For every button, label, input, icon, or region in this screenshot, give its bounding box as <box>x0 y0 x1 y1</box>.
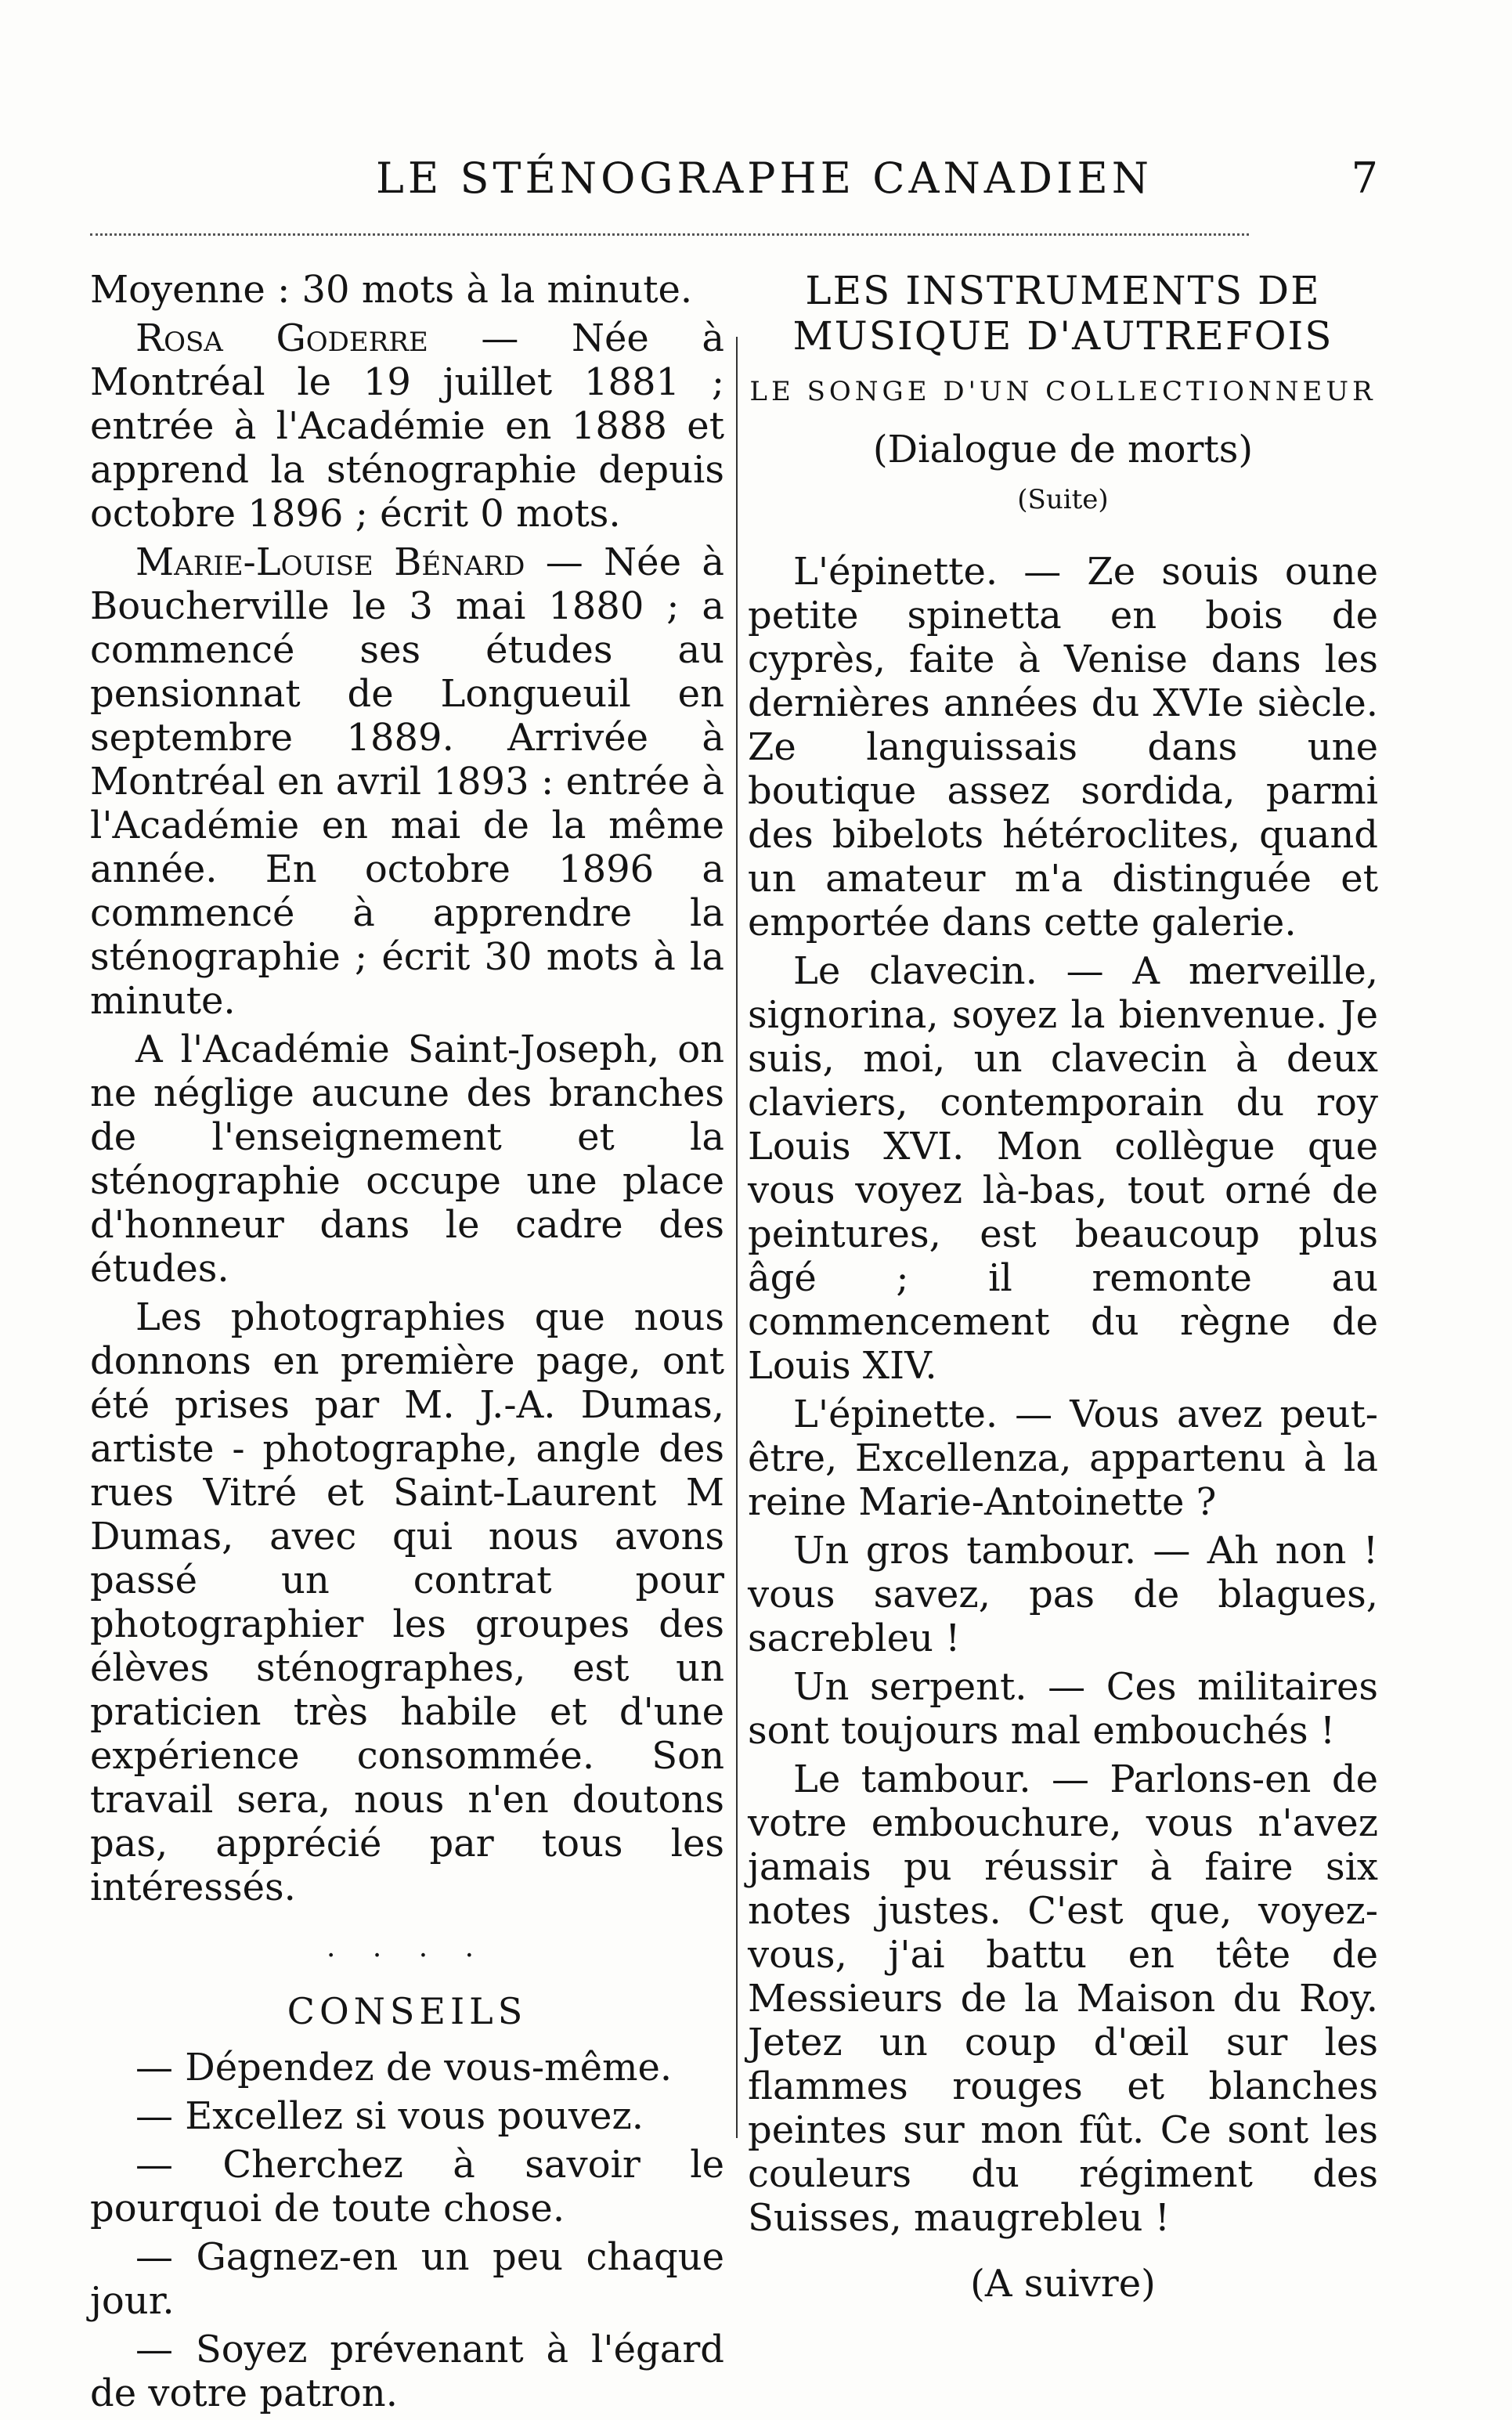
dialogue-paragraph: L'épinette. — Ze souis oune petite spinetta en bois de cyprès, faite à Venise dans les dernières années du XVIe siècle. Ze languissais dans une boutique assez sordida, parmi des bibelots hétéroclites, quand un amateur m'a distinguée et emportée dans cette galerie. <box>748 550 1378 945</box>
conseil-item: — Gagnez-en un peu chaque jour. <box>90 2235 724 2323</box>
article-subtitle: LE SONGE D'UN COLLECTIONNEUR <box>749 376 1377 407</box>
paragraph-photographies: Les photographies que nous donnons en première page, ont été prises par M. J.-A. Dumas, artiste - photographe, angle des rues Vitré et Saint-Laurent M Dumas, avec qui nous avons passé un contrat pour photographier les groupes des élèves sténographes, est un praticien très habile et d'une expérience consommée. Son travail sera, nous n'en doutons pas, apprécié par tous les intéressés. <box>90 1295 724 1909</box>
student-name: Marie-Louise Bénard <box>135 540 525 584</box>
paragraph-marie-louise-benard <box>90 540 724 1023</box>
dialogue-paragraph: Un serpent. — Ces militaires sont toujours mal embouchés ! <box>748 1665 1378 1753</box>
page-header <box>329 154 1378 208</box>
conseil-item: — Cherchez à savoir le pourquoi de toute chose. <box>90 2143 724 2230</box>
left-column <box>90 268 724 2420</box>
running-title: LE STÉNOGRAPHE CANADIEN <box>376 154 1153 203</box>
conseil-item: — Excellez si vous pouvez. <box>135 2094 644 2138</box>
column-divider <box>736 337 738 2138</box>
article-suite-note: (Suite) <box>1017 484 1109 515</box>
paragraph-average: Moyenne : 30 mots à la minute. <box>90 268 693 312</box>
conseil-item: — Dépendez de vous-même. <box>135 2046 673 2090</box>
student-name: Rosa Goderre <box>135 316 428 360</box>
dialogue-paragraph: Le tambour. — Parlons-en de votre embouchure, vous n'avez jamais pu réussir à faire six notes justes. C'est que, voyez-vous, j'ai battu en tête de Messieurs de la Maison du Roy. Jetez un coup d'œil sur les flammes rouges et blanches peintes sur mon fût. Ce sont les couleurs du régiment des Suisses, maugrebleu ! <box>748 1757 1378 2240</box>
section-separator: · · · · <box>326 1940 489 1972</box>
to-be-continued: (A suivre) <box>970 2262 1156 2306</box>
student-bio: — Née à Boucherville le 3 mai 1880 ; a commencé ses études au pensionnat de Longueuil en septembre 1889. Arrivée à Montréal en avril 1893 : entrée à l'Académie en mai de la même année. En octobre 1896 a commencé à apprendre la sténographie ; écrit 30 mots à la minute. <box>90 540 724 1023</box>
conseil-item: — Soyez prévenant à l'égard de votre patron. <box>90 2328 724 2415</box>
dialogue-paragraph: Le clavecin. — A merveille, signorina, soyez la bienvenue. Je suis, moi, un clavecin à deux claviers, contemporain du roy Louis XVI. Mon collègue que vous voyez là-bas, tout orné de peintures, est beaucoup plus âgé ; il remonte au commencement du règne de Louis XIV. <box>748 949 1378 1388</box>
student-bio: — Née à Montréal le 19 juillet 1881 ; entrée à l'Académie en 1888 et apprend la sténographie depuis octobre 1896 ; écrit 0 mots. <box>90 316 725 536</box>
conseils-heading: CONSEILS <box>287 1990 528 2032</box>
article-dialogue-note: (Dialogue de morts) <box>872 428 1254 471</box>
paragraph-academie: A l'Académie Saint-Joseph, on ne néglige aucune des branches de l'enseignement et la sténographie occupe une place d'honneur dans le cadre des études. <box>90 1028 724 1291</box>
article-title: LES INSTRUMENTS DE MUSIQUE D'AUTREFOIS <box>792 268 1333 359</box>
header-rule <box>90 233 1249 236</box>
dialogue-paragraph: Un gros tambour. — Ah non ! vous savez, pas de blagues, sacrebleu ! <box>748 1529 1378 1660</box>
page-number: 7 <box>1351 154 1378 203</box>
paragraph-rosa-goderre <box>90 316 724 536</box>
dialogue-paragraph: L'épinette. — Vous avez peut-être, Excellenza, appartenu à la reine Marie-Antoinette ? <box>748 1392 1378 1524</box>
right-column <box>748 268 1378 2310</box>
